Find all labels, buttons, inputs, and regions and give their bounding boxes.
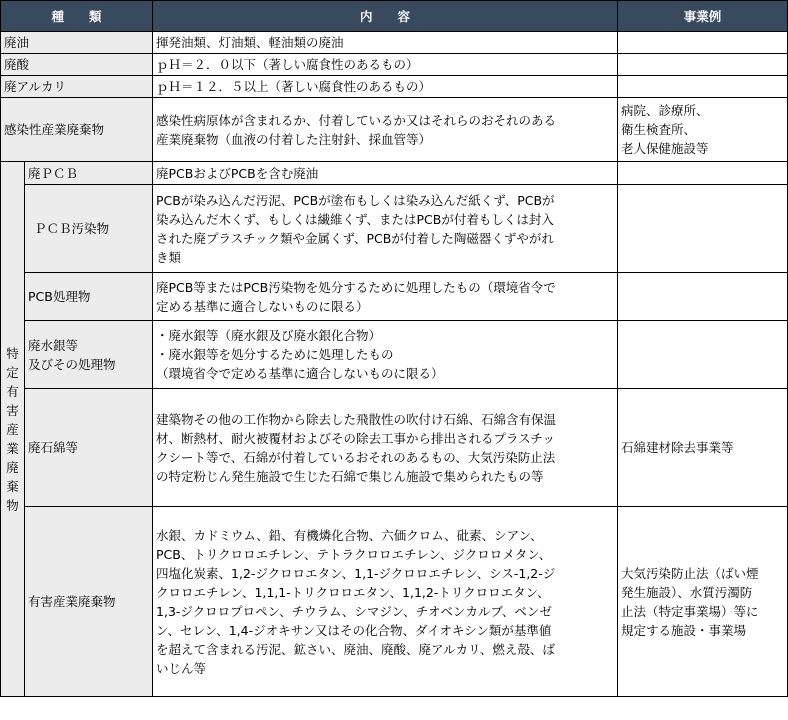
row-content: 揮発油類、灯油類、軽油類の廃油 [153,32,618,54]
row-content: 水銀、カドミウム、鉛、有機燐化合物、六価クロム、砒素、シアン、 PCB、トリクロロエチレン、テトラクロロエチレン、ジクロロメタン、 四塩化炭素、1,2-ジクロロエタン、1,1-ジクロロエチレン、シス-1,2-ジ クロロエチレン、1,1,1-トリクロロエタン、1,1,2-トリクロロエタン、 1,3-ジクロロプロペン、チウラム、シマジン、チオベンカルブ、ベンゼ ン、セレン、1,4-ジオキサン又はその化合物、ダイオキシン類が基準値 を超えて含まれる汚泥、鉱さい、廃油、廃酸、廃アルカリ、燃え殻、ば いじん等 [153,507,618,697]
table-row [1,185,788,273]
row-example [618,162,788,185]
header-type: 種 類 [1,1,153,32]
row-example [618,54,788,76]
row-example [618,32,788,54]
table-row [1,162,788,185]
row-type: PCB処理物 [25,273,153,321]
row-example [618,76,788,98]
row-type: 有害産業廃棄物 [25,507,153,697]
row-content: 廃PCB等またはPCB汚染物を処分するために処理したもの（環境省令で 定める基準に適合しないものに限る） [153,273,618,321]
table-header-row [1,1,788,32]
group-label: 特定有害産業廃棄物 [1,162,25,697]
row-example: 石綿建材除去事業等 [618,389,788,507]
table-row [1,321,788,389]
row-content: 廃PCBおよびPCBを含む廃油 [153,162,618,185]
header-example: 事業例 [618,1,788,32]
table-row [1,98,788,162]
row-example [618,185,788,273]
header-content: 内 容 [153,1,618,32]
table-row [1,273,788,321]
row-content: PCBが染み込んだ汚泥、PCBが塗布もしくは染み込んだ紙くず、PCBが 染み込んだ木くず、もしくは繊維くず、またはPCBが付着もしくは封入 された廃プラスチック類や金属くず、PCBが付着した陶磁器くずやがれ き類 [153,185,618,273]
row-content: ｐＨ＝２．０以下（著しい腐食性のあるもの） [153,54,618,76]
row-type: 廃油 [1,32,153,54]
row-type: 廃水銀等 及びその処理物 [25,321,153,389]
row-type: 廃アルカリ [1,76,153,98]
row-content: ｐＨ＝１２．５以上（著しい腐食性のあるもの） [153,76,618,98]
row-example [618,321,788,389]
table-row [1,32,788,54]
table-row [1,76,788,98]
row-content: 感染性病原体が含まれるか、付着しているか又はそれらのおそれのある 産業廃棄物（血液の付着した注射針、採血管等） [153,98,618,162]
row-example: 大気汚染防止法（ばい煙 発生施設）、水質汚濁防 止法（特定事業場）等に 規定する施設・事業場 [618,507,788,697]
row-type: ＰＣＢ汚染物 [25,185,153,273]
row-example [618,273,788,321]
row-content: 建築物その他の工作物から除去した飛散性の吹付け石綿、石綿含有保温 材、断熱材、耐火被覆材およびその除去工事から排出されるプラスチッ クシート等で、石綿が付着しているおそれのあるもの、大気汚染防止法 の特定粉じん発生施設で生じた石綿で集じん施設で集められたもの等 [153,389,618,507]
row-type: 廃石綿等 [25,389,153,507]
table-row [1,54,788,76]
table-row [1,507,788,697]
table-row [1,389,788,507]
row-type: 感染性産業廃棄物 [1,98,153,162]
row-content: ・廃水銀等（廃水銀及び廃水銀化合物） ・廃水銀等を処分するために処理したもの （環境省令で定める基準に適合しないものに限る） [153,321,618,389]
row-type: 廃ＰＣＢ [25,162,153,185]
row-example: 病院、診療所、 衛生検査所、 老人保健施設等 [618,98,788,162]
row-type: 廃酸 [1,54,153,76]
